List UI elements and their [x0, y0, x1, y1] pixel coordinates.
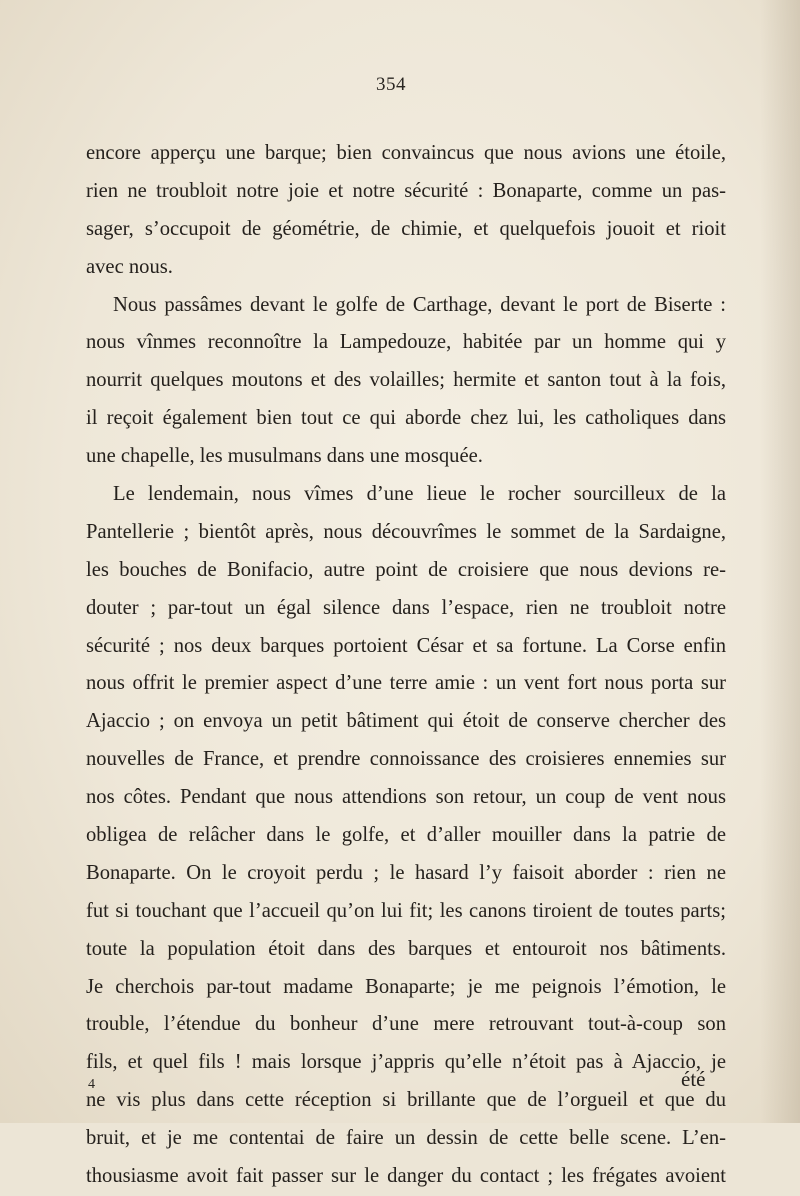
- text-line: obligea de relâcher dans le golfe, et d’aller mouiller dans la patrie de: [86, 824, 726, 847]
- text-line: il reçoit également bien tout ce qui aborde chez lui, les catholiques dans: [86, 407, 726, 430]
- text-line: avec nous.: [86, 255, 173, 278]
- text-line: nouvelles de France, et prendre connoissance des croisieres ennemies sur: [86, 748, 726, 771]
- text-line: sager, s’occupoit de géométrie, de chimie, et quelquefois jouoit et rioit: [86, 217, 726, 240]
- text-line: sécurité ; nos deux barques portoient César et sa fortune. La Corse enfin: [86, 634, 726, 657]
- text-line: nous offrit le premier aspect d’une terre amie : un vent fort nous porta sur: [86, 672, 726, 695]
- text-line: douter ; par-tout un égal silence dans l’espace, rien ne troubloit notre: [86, 596, 726, 619]
- text-line: Bonaparte. On le croyoit perdu ; le hasard l’y faisoit aborder : rien ne: [86, 861, 726, 884]
- catchword: été: [681, 1067, 706, 1091]
- text-line: nous vînmes reconnoître la Lampedouze, habitée par un homme qui y: [86, 331, 726, 354]
- text-line: Pantellerie ; bientôt après, nous découvrîmes le sommet de la Sardaigne,: [86, 520, 726, 543]
- text-line: thousiasme avoit fait passer sur le danger du contact ; les frégates avoient: [86, 1165, 726, 1188]
- text-line: fils, et quel fils ! mais lorsque j’appris qu’elle n’étoit pas à Ajaccio, je: [86, 1051, 726, 1074]
- text-line: Le lendemain, nous vîmes d’une lieue le rocher sourcilleux de la: [113, 483, 726, 506]
- text-line: toute la population étoit dans des barques et entouroit nos bâtiments.: [86, 937, 726, 960]
- body-text: [86, 135, 726, 1196]
- text-line: rien ne troubloit notre joie et notre sécurité : Bonaparte, comme un pas-: [86, 179, 726, 202]
- text-line: bruit, et je me contentai de faire un dessin de cette belle scene. L’en-: [86, 1127, 726, 1150]
- text-line: Nous passâmes devant le golfe de Carthage, devant le port de Biserte :: [113, 293, 726, 316]
- text-line: Je cherchois par-tout madame Bonaparte; je me peignois l’émotion, le: [86, 975, 726, 998]
- text-line: ne vis plus dans cette réception si brillante que de l’orgueil et que du: [86, 1089, 726, 1112]
- text-line: nos côtes. Pendant que nous attendions son retour, un coup de vent nous: [86, 786, 726, 809]
- text-line: trouble, l’étendue du bonheur d’une mere retrouvant tout-à-coup son: [86, 1013, 726, 1036]
- text-line: nourrit quelques moutons et des volailles; hermite et santon tout à la fois,: [86, 369, 726, 392]
- text-line: Ajaccio ; on envoya un petit bâtiment qui étoit de conserve chercher des: [86, 710, 726, 733]
- text-line: encore apperçu une barque; bien convaincus que nous avions une étoile,: [86, 142, 726, 164]
- signature-mark: 4: [88, 1077, 95, 1092]
- page-number: 354: [376, 74, 406, 95]
- text-line: une chapelle, les musulmans dans une mosquée.: [86, 445, 483, 468]
- text-line: fut si touchant que l’accueil qu’on lui fit; les canons tiroient de toutes parts;: [86, 899, 726, 922]
- text-line: les bouches de Bonifacio, autre point de croisiere que nous devions re-: [86, 558, 726, 581]
